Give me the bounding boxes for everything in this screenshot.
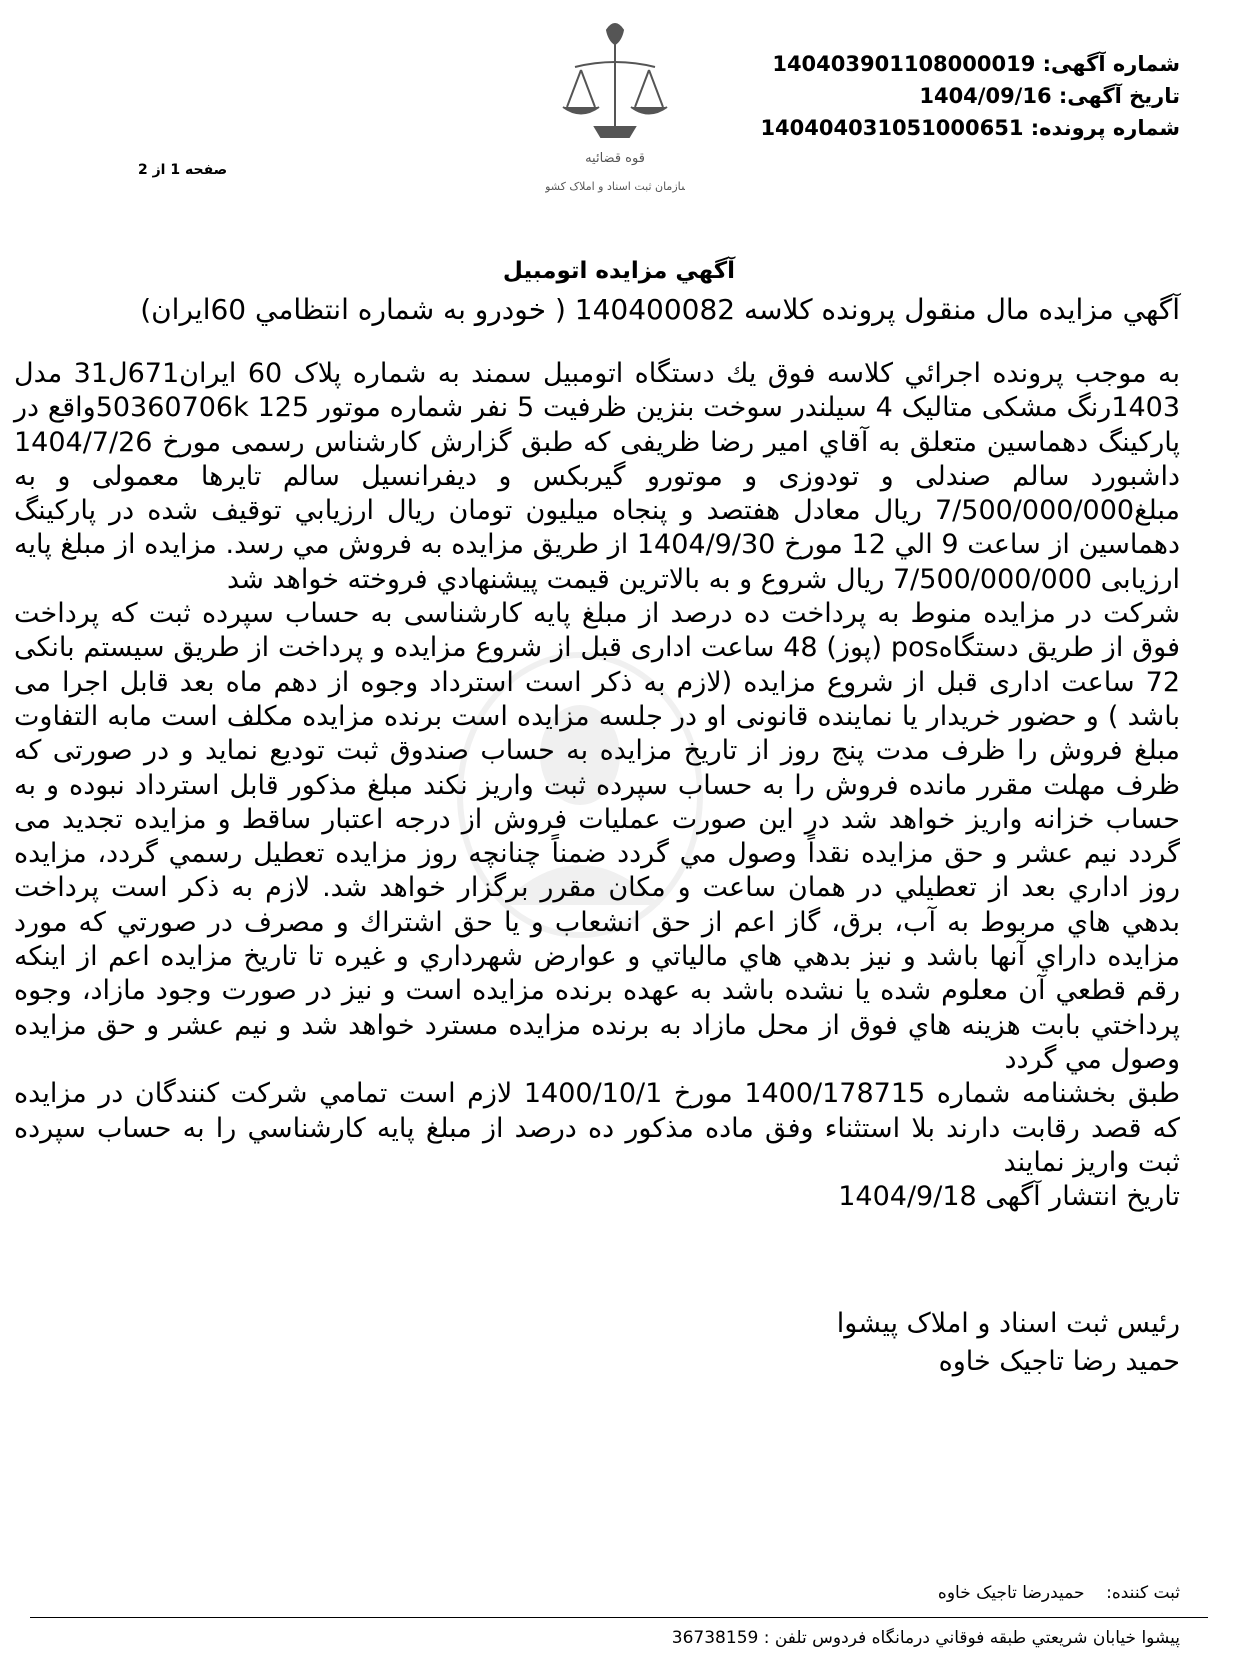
footer-address — [672, 1628, 1180, 1648]
registrar-label: ثبت کننده: — [1106, 1583, 1180, 1603]
notice-number-label: شماره آگهی: — [1042, 52, 1180, 76]
notice-date: 1404/09/16 — [919, 84, 1052, 108]
case-number-label: شماره پرونده: — [1030, 116, 1180, 140]
signature-block — [837, 1305, 1180, 1381]
registrar-name: حمیدرضا تاجیک خاوه — [937, 1583, 1085, 1603]
case-number-line — [730, 112, 1180, 144]
signatory-position: رئیس ثبت اسناد و املاک پیشوا — [836, 1308, 1180, 1339]
registrar-line — [938, 1583, 1180, 1603]
page-title: آگهي مزايده اتومبيل — [502, 258, 736, 284]
svg-text:سازمان ثبت اسناد و املاک کشور: سازمان ثبت اسناد و املاک کشور — [545, 180, 685, 193]
judiciary-emblem — [545, 12, 685, 222]
signatory-name: حمید رضا تاجیک خاوه — [938, 1346, 1180, 1377]
case-number: 140404031051000651 — [760, 116, 1024, 140]
footer-divider — [30, 1617, 1208, 1618]
notice-body — [14, 357, 1180, 1214]
notice-date-label: تاریخ آگهی: — [1058, 84, 1180, 108]
address-text: پيشوا خيابان شريعتي طبقه فوقاني درمانگاه فردوس تلفن : — [763, 1628, 1180, 1648]
publish-date-line: تاريخ انتشار آگهی 1404/9/18 — [838, 1181, 1180, 1213]
svg-text:قوه قضائیه: قوه قضائیه — [585, 151, 645, 166]
notice-number: 140403901108000019 — [772, 52, 1036, 76]
body-paragraph-auction-details: به موجب پرونده اجرائي كلاسه فوق يك دستگاه اتومبيل سمند به شماره پلاک 60 ایران671ل31 مدل 1403رنگ مشکی متالیک 4 سیلندر سوخت بنزین ظرفیت 5 نفر شماره موتور 125 50360706kواقع در پارکینگ دهماسین متعلق به آقاي امیر رضا ظریفی که طبق گزارش کارشناس رسمی مورخ 1404/7/26 داشبورد سالم صندلی و تودوزی و موتورو گیربکس و دیفرانسیل سالم تایرها معمولی و به مبلغ7/500/000/000 ريال معادل هفتصد و پنجاه ميليون تومان ريال ارزيابي توقيف شده در پارکینگ دهماسین از ساعت 9 الي 12 مورخ 1404/9/30 از طريق مزايده به فروش مي رسد. مزايده از مبلغ پايه ارزيابی 7/500/000/000 ريال شروع و به بالاترين قيمت پيشنهادي فروخته خواهد شد — [14, 358, 1181, 595]
notice-number-line — [730, 48, 1180, 80]
body-paragraph-circular: طبق بخشنامه شماره 1400/178715 مورخ 1400/10/1 لازم است تمامي شركت كنندگان در مزايده كه قصد رقابت دارند بلا استثناء وفق ماده مذكور ده درصد از مبلغ پايه كارشناسي را به حساب سپرده ثبت واريز نمايند — [14, 1078, 1181, 1178]
notice-meta — [730, 48, 1180, 144]
notice-date-line — [730, 80, 1180, 112]
phone-number: 36738159 — [671, 1628, 759, 1648]
scales-of-justice-icon — [545, 12, 685, 222]
page-subtitle: آگهي مزايده مال منقول پرونده كلاسه 140400082 ( خودرو به شماره انتظامي 60ايران) — [140, 293, 1180, 326]
body-paragraph-conditions: شرکت در مزایده منوط به پرداخت ده درصد از مبلغ پایه کارشناسی به حساب سپرده ثبت که پرداخت فوق از طریق دستگاهpos (پوز) 48 ساعت اداری قبل از شروع مزایده و پرداخت از طریق سیستم بانکی 72 ساعت اداری قبل از شروع مزایده (لازم به ذکر است استرداد وجوه از دهم ماه بعد قابل اجرا می باشد ) و حضور خریدار یا نماینده قانونی او در جلسه مزایده است برنده مزایده مکلف است مابه التفاوت مبلغ فروش را ظرف مدت پنج روز از تاریخ مزایده به حساب صندوق ثبت تودیع نماید و در صورتی که ظرف مهلت مقرر مانده فروش را به حساب سپرده ثبت واریز نکند مبلغ مذکور قابل استرداد نبوده و به حساب خزانه واریز خواهد شد در این صورت عملیات فروش از درجه اعتبار ساقط و مزایده تجدید می گردد نیم عشر و حق مزايده نقداً وصول مي گردد ضمناً چنانچه روز مزايده تعطيل رسمي گردد، مزايده روز اداري بعد از تعطيلي در همان ساعت و مكان مقرر برگزار خواهد شد. لازم به ذكر است پرداخت بدهي هاي مربوط به آب، برق، گاز اعم از حق انشعاب و يا حق اشتراك و مصرف در صورتي كه مورد مزايده داراي آنها باشد و نيز بدهي هاي مالياتي و عوارض شهرداري و غيره تا تاريخ مزايده اعم از اينكه رقم قطعي آن معلوم شده يا نشده باشد به عهده برنده مزايده است و نيز در صورت وجود مازاد، وجوه پرداختي بابت هزينه هاي فوق از محل مازاد به برنده مزايده مسترد خواهد شد و نيم عشر و حق مزايده وصول مي گردد — [14, 598, 1180, 1075]
page-indicator: صفحه 1 از 2 — [138, 162, 228, 178]
